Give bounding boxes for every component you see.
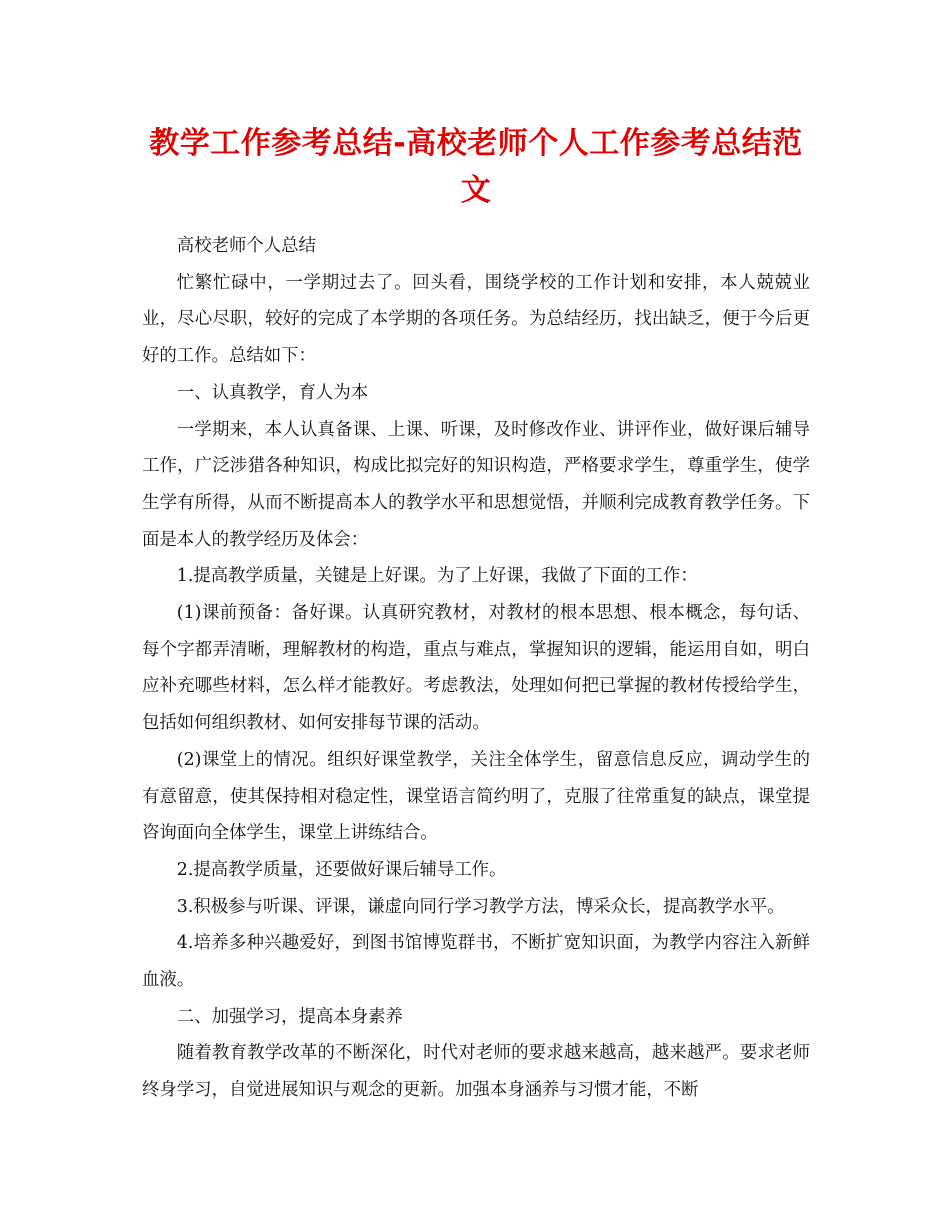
paragraph: (1)课前预备：备好课。认真研究教材，对教材的根本思想、根本概念，每句话、每个字都弄清晰，理解教材的构造，重点与难点，掌握知识的逻辑，能运用自如，明白应补充哪些材料，怎么样才能教好。考虑教法，处理如何把已掌握的教材传授给学生，包括如何组织教材、如何安排每节课的活动。 <box>142 603 810 734</box>
paragraph: 1.提高教学质量，关键是上好课。为了上好课，我做了下面的工作： <box>176 566 698 587</box>
paragraph: 忙繁忙碌中，一学期过去了。回头看，围绕学校的工作计划和安排，本人兢兢业业，尽心尽职，较好的完成了本学期的各项任务。为总结经历，找出缺乏，便于今后更好的工作。总结如下： <box>142 272 810 367</box>
paragraph: 一学期来，本人认真备课、上课、听课，及时修改作业、讲评作业，做好课后辅导工作，广泛涉猎各种知识，构成比拟完好的知识构造，严格要求学生，尊重学生，使学生学有所得，从而不断提高本人的教学水平和思想觉悟，并顺利完成教育教学任务。下面是本人的教学经历及体会： <box>142 419 810 550</box>
section-heading: 一、认真教学，育人为本 <box>176 382 369 403</box>
paragraph: 4.培养多种兴趣爱好，到图书馆博览群书，不断扩宽知识面，为教学内容注入新鲜血液。 <box>142 933 810 991</box>
paragraph: 随着教育教学改革的不断深化，时代对老师的要求越来越高，越来越严。要求老师终身学习，自觉进展知识与观念的更新。加强本身涵养与习惯才能，不断 <box>142 1043 810 1101</box>
document-title: 教学工作参考总结-高校老师个人工作参考总结范文 <box>149 126 803 208</box>
section-heading: 二、加强学习，提高本身素养 <box>176 1006 403 1027</box>
paragraph: 3.积极参与听课、评课，谦虚向同行学习教学方法，博采众长，提高教学水平。 <box>176 896 785 917</box>
document-body <box>142 228 810 1109</box>
paragraph: 高校老师个人总结 <box>176 236 316 256</box>
paragraph: (2)课堂上的情况。组织好课堂教学，关注全体学生，留意信息反应，调动学生的有意留意，使其保持相对稳定性，课堂语言简约明了，克服了往常重复的缺点，课堂提咨询面向全体学生，课堂上讲练结合。 <box>142 749 810 844</box>
paragraph: 2.提高教学质量，还要做好课后辅导工作。 <box>176 859 507 880</box>
